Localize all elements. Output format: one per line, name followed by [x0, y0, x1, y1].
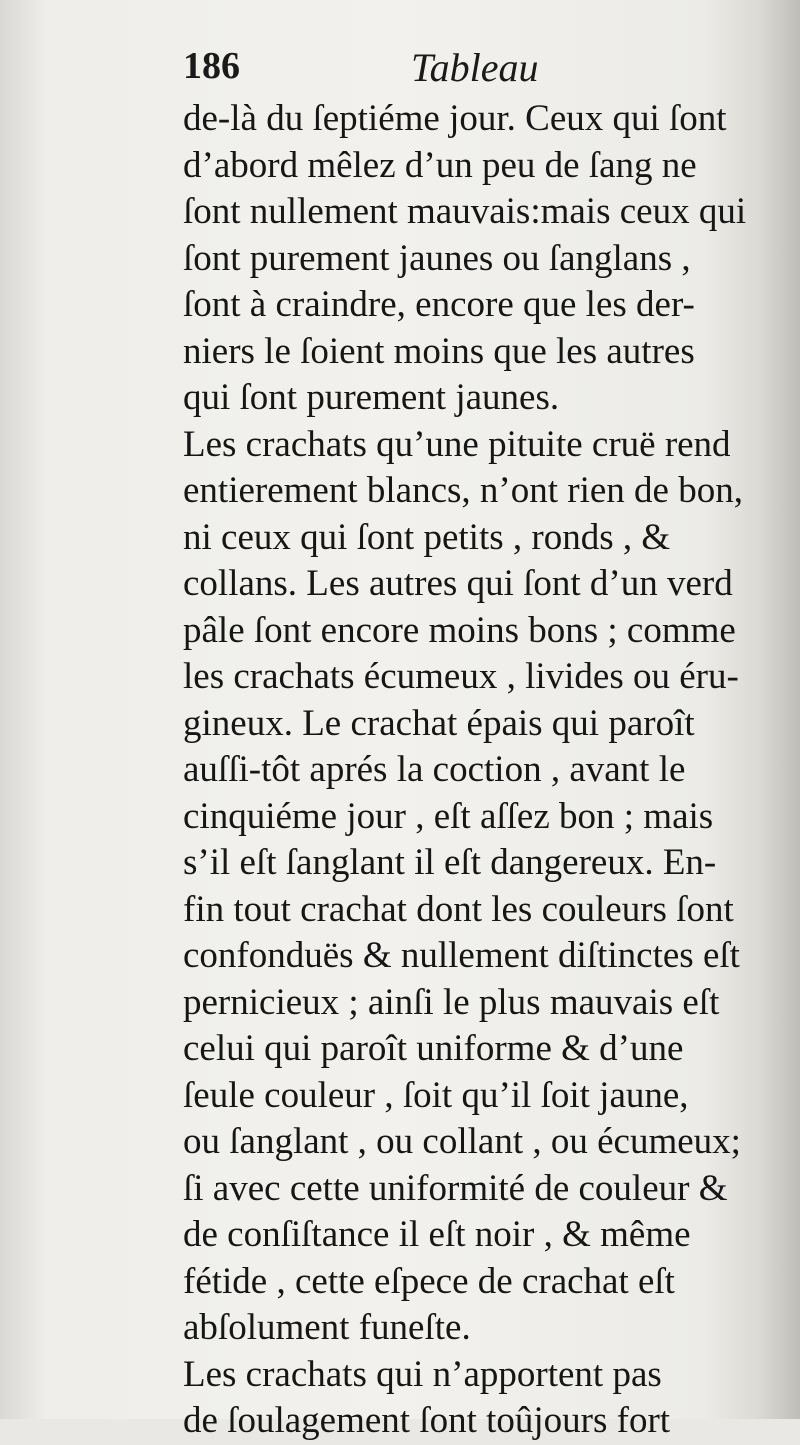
text-line: de conſiſtance il eſt noir , & même — [183, 1214, 691, 1255]
text-line: de ſoulagement ſont toûjours fort — [183, 1400, 671, 1441]
text-line: ſont à craindre, encore que les der- — [183, 284, 695, 325]
text-line: auſſi-tôt aprés la coction , avant le — [183, 749, 686, 790]
text-line: ni ceux qui ſont petits , ronds , & — [183, 516, 671, 558]
text-line: qui ſont purement jaunes. — [183, 377, 560, 418]
text-line: fétide , cette eſpece de crachat eſt — [183, 1260, 675, 1302]
text-line: ou ſanglant , ou collant , ou écumeux; — [183, 1121, 741, 1162]
text-line: Les crachats qui n’apportent pas — [183, 1353, 662, 1395]
body-text — [183, 96, 763, 1445]
text-line: entierement blancs, n’ont rien de bon, — [183, 470, 743, 511]
text-line: abſolument funeſte. — [183, 1307, 471, 1348]
text-line: gineux. Le crachat épais qui paroît — [183, 702, 695, 744]
text-line: niers le ſoient moins que les autres — [183, 330, 695, 372]
text-line: pernicieux ; ainſi le plus mauvais eſt — [183, 981, 720, 1023]
text-line: ſeule couleur , ſoit qu’il ſoit jaune, — [183, 1074, 689, 1116]
text-line: les crachats écumeux , livides ou éru- — [183, 656, 739, 697]
page-gutter-shadow — [760, 0, 800, 1419]
text-line: s’il eſt ſanglant il eſt dangereux. En- — [183, 842, 717, 883]
page-header — [183, 44, 743, 98]
text-line: collans. Les autres qui ſont d’un verd — [183, 563, 733, 604]
text-line: cinquiéme jour , eſt aſſez bon ; mais — [183, 795, 714, 837]
running-head: Tableau — [411, 45, 539, 90]
text-line: ſont purement jaunes ou ſanglans , — [183, 237, 691, 279]
text-line: confonduës & nullement diſtinctes eſt — [183, 935, 740, 976]
text-line: ſi avec cette uniformité de couleur & — [183, 1167, 728, 1209]
text-line: Les crachats qu’une pituite cruë rend — [183, 423, 731, 465]
page-number: 186 — [183, 45, 240, 87]
text-line: ſont nullement mauvais:mais ceux qui — [183, 191, 747, 232]
text-line: d’abord mêlez d’un peu de ſang ne — [183, 144, 697, 186]
text-line: celui qui paroît uniforme & d’une — [183, 1028, 684, 1069]
text-line: pâle ſont encore moins bons ; comme — [183, 609, 736, 651]
text-line: de-là du ſeptiéme jour. Ceux qui ſont — [183, 98, 727, 139]
text-line: fin tout crachat dont les couleurs ſont — [183, 888, 734, 930]
